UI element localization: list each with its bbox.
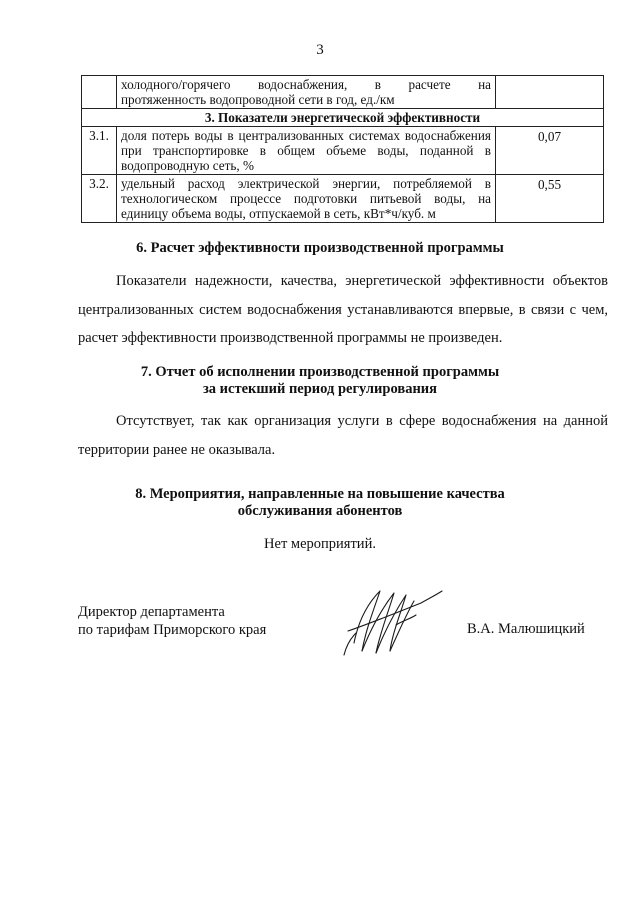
signatory-position <box>78 603 266 639</box>
section8-title-line1: 8. Мероприятия, направленные на повышение качества <box>135 486 505 502</box>
section8-title <box>0 486 640 520</box>
continued-row-line2: протяженность водопроводной сети в год, ед./км <box>121 92 395 107</box>
section8-title-line2: обслуживания абонентов <box>237 503 403 519</box>
section7-title <box>0 364 640 398</box>
row-text-cell <box>117 76 496 109</box>
section6-title: 6. Расчет эффективности производственной программы <box>136 240 504 256</box>
page-number: 3 <box>316 42 324 58</box>
handwritten-signature <box>336 585 446 660</box>
row-value-cell: 0,55 <box>496 175 604 223</box>
row-text-cell: доля потерь воды в централизованных системах водоснабжения при транспортировке в общем объеме воды, поданной в водопроводную сеть, % <box>117 127 496 175</box>
indicators-table <box>81 75 604 223</box>
table-section-row <box>82 109 604 127</box>
section6-text: Показатели надежности, качества, энергетической эффективности объектов централизованных систем водоснабжения устанавливаются впервые, в связи с чем, расчет эффективности производственной программы не произведен. <box>78 273 608 346</box>
row-number-cell: 3.1. <box>82 127 117 175</box>
row-text-cell: удельный расход электрической энергии, потребляемой в технологическом процессе подготовки питьевой воды, на единицу объема воды, отпускаемой в сеть, кВт*ч/куб. м <box>117 175 496 223</box>
signatory-name: В.А. Малюшицкий <box>467 621 585 637</box>
row-number-cell <box>82 76 117 109</box>
section7-title-line2: за истекший период регулирования <box>202 381 438 397</box>
row-value-cell <box>496 76 604 109</box>
row-value-cell: 0,07 <box>496 127 604 175</box>
row-number-cell: 3.2. <box>82 175 117 223</box>
table-row <box>82 76 604 109</box>
continued-row-line1: холодного/горячего водоснабжения, в расчете на <box>121 77 491 92</box>
section8-text: Нет мероприятий. <box>264 536 376 552</box>
position-line1: Директор департамента <box>78 604 225 620</box>
section7-title-line1: 7. Отчет об исполнении производственной программы <box>140 364 500 380</box>
position-line2: по тарифам Приморского края <box>78 622 267 638</box>
section7-text: Отсутствует, так как организация услуги в сфере водоснабжения на данной территории ранее не оказывала. <box>78 413 608 458</box>
table-row <box>82 175 604 223</box>
table-row <box>82 127 604 175</box>
section-title-cell: 3. Показатели энергетической эффективности <box>82 109 604 127</box>
